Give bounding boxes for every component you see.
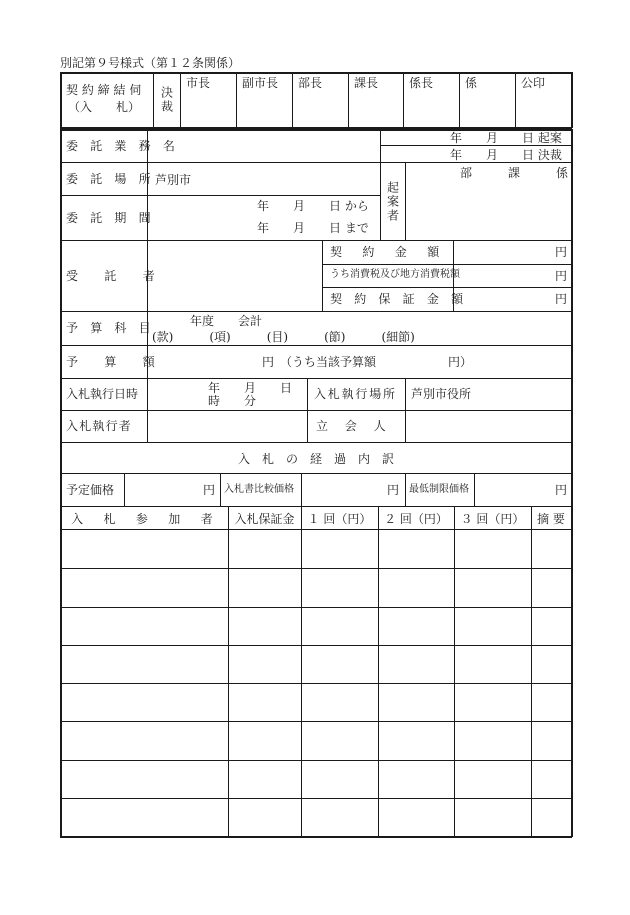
table-row-divider: [60, 721, 572, 722]
label-witness: 立 会 人: [316, 419, 389, 433]
label-bid-datetime: 入札執行日時: [66, 387, 139, 401]
col-deputy-mayor: 副市長: [242, 76, 279, 90]
label-contractor: 受 託 者: [66, 269, 163, 283]
bid-process-header: 入 札 の 経 過 内 訳: [237, 451, 394, 466]
kessai-label: 決裁: [159, 86, 174, 114]
bid-ymd: 年 月 日: [208, 381, 293, 395]
label-bid-executor: 入札執行者: [66, 419, 133, 433]
col-official-seal: 公印: [521, 76, 546, 90]
min-price-yen: 円: [555, 483, 568, 497]
table-row-divider: [60, 683, 572, 684]
bid-place-value: 芦別市役所: [411, 387, 472, 401]
period-from: 年 月 日 から: [257, 199, 369, 213]
label-location: 委 託 場 所: [66, 172, 155, 186]
approval-label-sub: （入 札）: [68, 100, 141, 114]
table-row-divider: [60, 760, 572, 761]
col-director: 部長: [298, 76, 323, 90]
comparison-price-yen: 円: [387, 483, 400, 497]
table-row-divider: [60, 568, 572, 569]
table-row-divider: [60, 645, 572, 646]
table-row-divider: [60, 798, 572, 799]
bid-hm: 時 分: [208, 394, 257, 408]
label-budget-item: 予 算 科 目: [66, 321, 155, 335]
col-participants: 入 札 参 加 者: [71, 511, 217, 526]
budget-year-account: 年度 会計: [190, 314, 263, 328]
contract-amount-label: 契 約 金 額: [330, 245, 444, 259]
decision-date: 年 月 日 決裁: [450, 148, 562, 162]
label-task-name: 委 託 業 務 名: [66, 139, 180, 153]
contract-deposit-yen: 円: [555, 292, 568, 306]
col-round3: ３ 回（円）: [460, 511, 525, 526]
col-round2: ２ 回（円）: [384, 511, 448, 526]
contract-tax-yen: 円: [555, 269, 568, 283]
col-remarks: 摘 要: [537, 511, 565, 526]
contract-tax-label: うち消費税及び地方消費税額: [330, 269, 460, 280]
location-value: 芦別市: [155, 173, 192, 187]
col-round1: １ 回（円）: [307, 511, 372, 526]
budget-codes: (款) (項) (目) (節) (細節): [152, 330, 415, 344]
contract-amount-yen: 円: [555, 245, 568, 259]
col-subsection-chief: 係長: [409, 76, 434, 90]
col-staff: 係: [465, 76, 478, 90]
planned-price-yen: 円: [203, 483, 216, 497]
label-bid-place: 入札執行場所: [314, 387, 397, 401]
label-comparison-price: 入札書比較価格: [224, 484, 294, 495]
contract-deposit-label: 契 約 保 証 金 額: [330, 292, 468, 306]
col-section-chief: 課長: [354, 76, 379, 90]
approval-label: 契 約 締 結 伺: [66, 83, 142, 97]
label-planned-price: 予定価格: [66, 483, 115, 497]
drafter-units: 部 課 係: [460, 166, 569, 180]
budget-amount-text: 円 （うち当該予算額 円）: [262, 355, 473, 369]
table-row-divider: [60, 607, 572, 608]
draft-date: 年 月 日 起案: [450, 131, 562, 145]
period-to: 年 月 日 まで: [257, 221, 369, 235]
col-deposit: 入札保証金: [234, 511, 295, 526]
form-title: 別記第９号様式（第１２条関係）: [60, 56, 241, 70]
col-mayor: 市長: [186, 76, 211, 90]
drafter-label: 起案者: [385, 181, 400, 223]
label-period: 委 託 期 間: [66, 211, 155, 225]
label-min-price: 最低制限価格: [409, 484, 469, 495]
label-budget-amount: 予 算 額: [66, 355, 163, 369]
